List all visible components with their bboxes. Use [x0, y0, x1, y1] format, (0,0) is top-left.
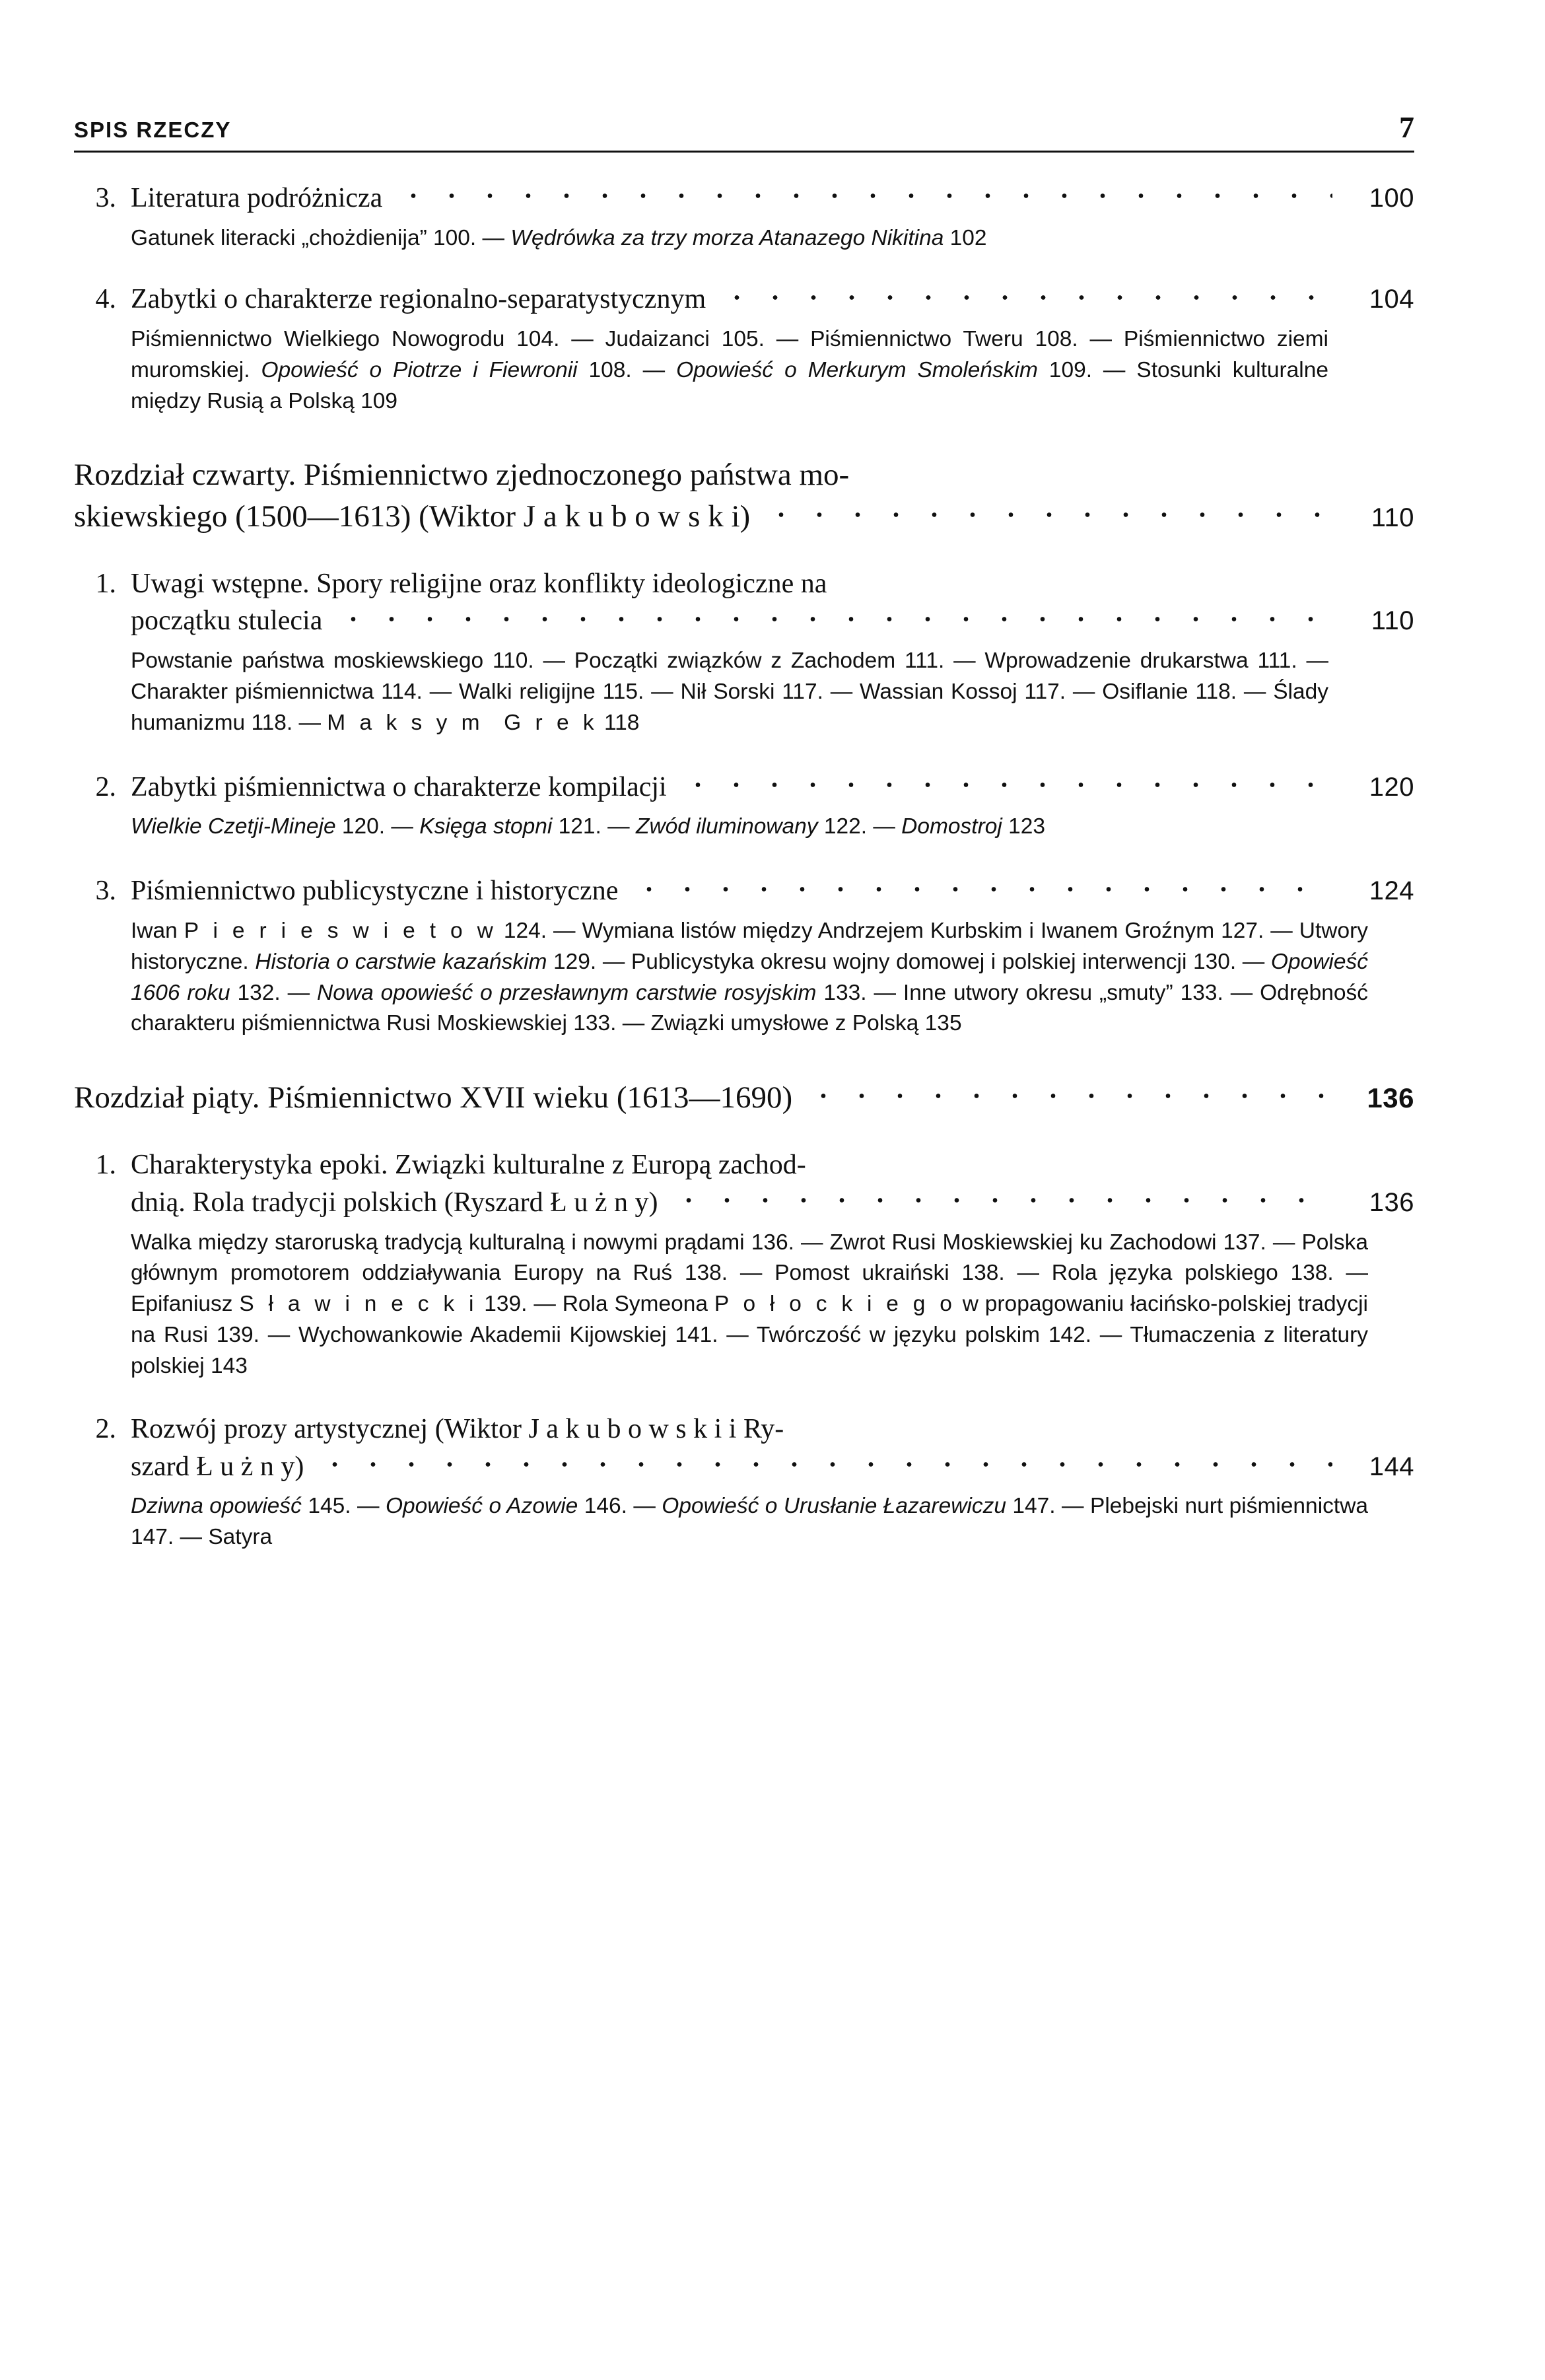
entry-title-line1: Rozwój prozy artystycznej (Wiktor J a k u b o w s k i i Ry-	[131, 1413, 784, 1444]
entry-title-line2: dnią. Rola tradycji polskich (Ryszard Ł u ż n y)	[131, 1187, 658, 1218]
toc-content	[74, 112, 1414, 1553]
dot-leader	[679, 768, 1332, 796]
toc-entry[interactable]	[74, 179, 1414, 254]
toc-entry[interactable]	[74, 768, 1414, 843]
entry-title-line1: Uwagi wstępne. Spory religijne oraz konflikty ideologiczne na	[131, 568, 827, 599]
dot-leader	[804, 1076, 1332, 1107]
entry-detail: Dziwna opowieść 145. — Opowieść o Azowie 146. — Opowieść o Urusłanie Łazarewiczu 147. — Plebejski nurt piśmiennictwa 147. — Satyra	[131, 1494, 1369, 1550]
dot-leader	[334, 602, 1332, 629]
dot-leader	[670, 1183, 1332, 1211]
dot-leader	[718, 280, 1332, 308]
entry-title-line2: szard Ł u ż n y)	[131, 1451, 304, 1482]
entry-detail: Powstanie państwa moskiewskiego 110. — Początki związków z Zachodem 111. — Wprowadzenie drukarstwa 111. — Charakter piśmiennictwa 114. — Walki religijne 115. — Nił Sorski 117. — Wassian Kossoj 117. — Osiflanie 118. — Ślady humanizmu 118. — M a k s y m G r e k 118	[131, 648, 1328, 735]
dot-leader	[630, 872, 1332, 899]
dot-leader	[394, 179, 1332, 207]
entry-page: 110	[1371, 606, 1414, 636]
chapter-title-line1: Rozdział czwarty. Piśmiennictwo zjednoczonego państwa mo-	[74, 457, 850, 492]
toc-entry[interactable]	[74, 872, 1414, 1039]
entry-detail: Wielkie Czetji-Mineje 120. — Księga stopni 121. — Zwód iluminowany 122. — Domostroj 123	[131, 814, 1046, 839]
entry-number: 4.	[95, 284, 116, 315]
entry-page: 100	[1369, 184, 1414, 213]
page-number: 7	[1399, 110, 1414, 144]
entry-title: Literatura podróżnicza	[131, 183, 383, 213]
entry-page: 144	[1369, 1452, 1414, 1481]
toc-entry[interactable]	[74, 566, 1414, 739]
entry-number: 2.	[95, 771, 116, 802]
running-head	[74, 112, 1414, 143]
entry-title-line2: początku stulecia	[131, 606, 323, 637]
toc-entry[interactable]	[74, 1147, 1414, 1382]
entry-page: 120	[1369, 772, 1414, 802]
entry-title: Zabytki piśmiennictwa o charakterze kompilacji	[131, 771, 667, 802]
toc-entry[interactable]	[74, 280, 1414, 417]
chapter-title-line1: Rozdział piąty. Piśmiennictwo XVII wieku (1613—1690)	[74, 1080, 793, 1115]
chapter-title-line2: skiewskiego (1500—1613) (Wiktor J a k u b o w s k i)	[74, 499, 751, 534]
chapter-page: 110	[1371, 503, 1414, 532]
header-rule	[74, 151, 1414, 153]
dot-leader	[316, 1448, 1332, 1475]
entry-detail: Piśmiennictwo Wielkiego Nowogrodu 104. — Judaizanci 105. — Piśmiennictwo Tweru 108. — Piśmiennictwo ziemi muromskiej. Opowieść o Piotrze i Fiewronii 108. — Opowieść o Merkurym Smoleńskim 109. — Stosunki kulturalne między Rusią a Polską 109	[131, 327, 1329, 413]
entry-page: 104	[1369, 285, 1414, 314]
entry-number: 2.	[95, 1413, 116, 1444]
toc-entry[interactable]	[74, 1411, 1414, 1553]
toc-chapter[interactable]	[74, 1076, 1414, 1118]
toc-chapter[interactable]	[74, 454, 1414, 537]
entry-detail: Iwan P i e r i e s w i e t o w 124. — Wymiana listów między Andrzejem Kurbskim i Iwanem Groźnym 127. — Utwory historyczne. Historia o carstwie kazańskim 129. — Publicystyka okresu wojny domowej i polskiej interwencji 130. — Opowieść 1606 roku 132. — Nowa opowieść o przesławnym carstwie rosyjskim 133. — Inne utwory okresu „smuty” 133. — Odrębność charakteru piśmiennictwa Rusi Moskiewskiej 133. — Związki umysłowe z Polską 135	[131, 918, 1369, 1036]
entry-detail: Walka między staroruską tradycją kulturalną i nowymi prądami 136. — Zwrot Rusi Moskiewskiej ku Zachodowi 137. — Polska głównym promotorem oddziaływania Europy na Ruś 138. — Pomost ukraiński 138. — Rola języka polskiego 138. — Epifaniusz S ł a w i n e c k i 139. — Rola Symeona P o ł o c k i e g o w propagowaniu łacińsko-polskiej tradycji na Rusi 139. — Wychowankowie Akademii Kijowskiej 141. — Twórczość w języku polskim 142. — Tłumaczenia z literatury polskiej 143	[131, 1230, 1368, 1379]
entry-number: 1.	[95, 568, 116, 599]
entry-title: Zabytki o charakterze regionalno-separatystycznym	[131, 284, 706, 315]
entry-page: 136	[1369, 1187, 1414, 1217]
entry-page: 124	[1369, 876, 1414, 906]
entry-number: 3.	[95, 876, 116, 907]
entry-number: 1.	[95, 1150, 116, 1181]
running-head-label: SPIS RZECZY	[74, 118, 232, 142]
entry-detail: Gatunek literacki „chożdienija” 100. — Wędrówka za trzy morza Atanazego Nikitina 102	[131, 225, 987, 250]
entry-number: 3.	[95, 183, 116, 213]
entry-title-line1: Charakterystyka epoki. Związki kulturalne z Europą zachod-	[131, 1150, 806, 1181]
entry-title: Piśmiennictwo publicystyczne i historyczne	[131, 876, 619, 907]
dot-leader	[762, 495, 1332, 526]
chapter-page: 136	[1367, 1082, 1414, 1114]
